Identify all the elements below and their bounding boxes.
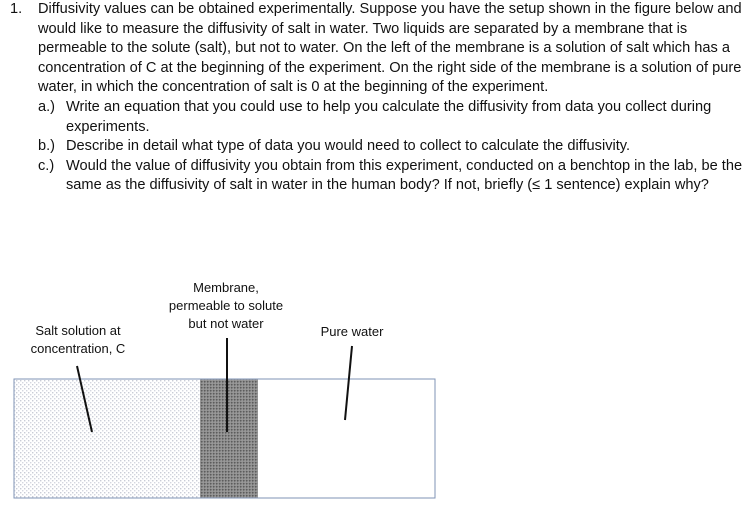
part-c-text: Would the value of diffusivity you obtain from this experiment, conducted on a benchtop in the lab, be the same as the diffusivity of salt in water in the human body? If not, briefly (≤ 1 sentence) explain why? [66, 157, 743, 194]
membrane-label-line1: Membrane, [193, 280, 259, 295]
part-b-letter: b.) [38, 138, 56, 155]
salt-label-line1: Salt solution at [35, 323, 121, 338]
part-a-text: Write an equation that you could use to help you calculate the diffusivity from data you collect during experiments. [66, 98, 712, 135]
question-number: 1. [10, 1, 23, 17]
membrane-label-line2: permeable to solute [168, 298, 284, 313]
part-b-text: Describe in detail what type of data you would need to collect to calculate the diffusivity. [66, 138, 631, 155]
pure-water-label: Pure water [320, 324, 384, 339]
part-a-letter: a.) [38, 98, 56, 115]
salt-label-line2: concentration, C [30, 341, 126, 356]
salt-solution-compartment [14, 379, 200, 498]
membrane [200, 379, 258, 498]
question-text: Diffusivity values can be obtained experimentally. Suppose you have the setup shown in the figure below and would like to measure the diffusivity of salt in water. Two liquids are separated by a membrane that is permeable to the solute (salt), but not to water. On the left of the membrane is a solution of salt which has a concentration of C at the beginning of the experiment. On the right side of the membrane is a solution of pure water, in which the concentration of salt is 0 at the beginning of the experiment. [38, 1, 742, 96]
part-c-letter: c.) [38, 157, 55, 174]
membrane-label-line3: but not water [188, 316, 264, 331]
